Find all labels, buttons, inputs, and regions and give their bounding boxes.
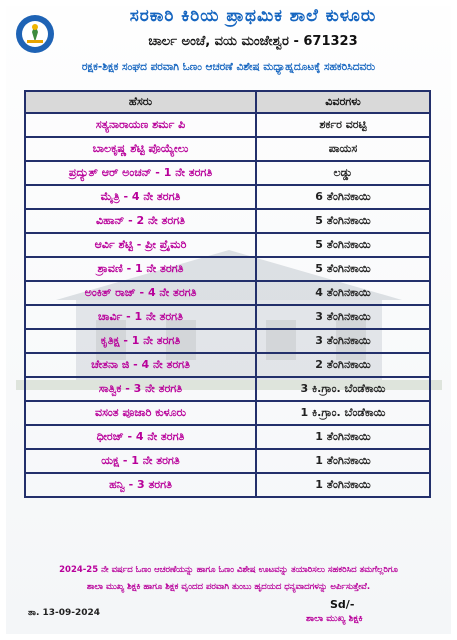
thank-you-note — [8, 562, 449, 596]
table-row — [25, 137, 430, 161]
contribution-detail: 1 ತೆಂಗಿನಕಾಯಿ — [256, 473, 430, 497]
table-row — [25, 425, 430, 449]
contributor-name: ವಸಂತ ಪೂಜಾರಿ ಕುಳೂರು — [25, 401, 256, 425]
contributor-name: ಯಕ್ಷ - 1 ನೇ ತರಗತಿ — [25, 449, 256, 473]
table-row — [25, 233, 430, 257]
table-row — [25, 281, 430, 305]
contribution-detail: 4 ತೆಂಗಿನಕಾಯಿ — [256, 281, 430, 305]
contribution-detail: 5 ತೆಂಗಿನಕಾಯಿ — [256, 233, 430, 257]
school-address: ಚಾರ್ಲ ಅಂಚೆ, ವಯ ಮಂಜೇಶ್ವರ - 671323 — [148, 34, 358, 49]
contributor-name: ಹನ್ವಿ - 3 ತರಗತಿ — [25, 473, 256, 497]
school-name: ಸರಕಾರಿ ಕಿರಿಯ ಪ್ರಾಥಮಿಕ ಶಾಲೆ ಕುಳೂರು — [129, 6, 377, 26]
table-row — [25, 329, 430, 353]
school-emblem-icon — [15, 14, 55, 54]
column-header-name: ಹೆಸರು — [25, 91, 256, 113]
contributor-name: ಶ್ರಾವಣಿ - 1 ನೇ ತರಗತಿ — [25, 257, 256, 281]
contribution-detail: 5 ತೆಂಗಿನಕಾಯಿ — [256, 257, 430, 281]
thank-you-line: 2024-25 ನೇ ವರ್ಷದ ಓಣಂ ಆಚರಣೆಯನ್ನು ಹಾಗೂ ಓಣಂ ವಿಶೇಷ ಊಟವನ್ನು ತಯಾರಿಸಲು ಸಹಕರಿಸಿದ ತಮಗೆಲ್ಲರಿಗೂ — [59, 565, 398, 575]
contribution-detail: 3 ತೆಂಗಿನಕಾಯಿ — [256, 305, 430, 329]
contribution-detail: 1 ಕಿ.ಗ್ರಾಂ. ಬೆಂಡೆಕಾಯಿ — [256, 401, 430, 425]
table-row — [25, 161, 430, 185]
contribution-detail: ಲಡ್ಡು — [256, 161, 430, 185]
signatory-title: ಶಾಲಾ ಮುಖ್ಯ ಶಿಕ್ಷಕಿ — [306, 614, 363, 624]
thank-you-line: ಶಾಲಾ ಮುಖ್ಯ ಶಿಕ್ಷಕಿ ಹಾಗೂ ಶಿಕ್ಷಕ ವೃಂದದ ಪರವಾಗಿ ತುಂಬು ಹೃದಯದ ಧನ್ಯವಾದಗಳನ್ನು ಅರ್ಪಿಸುತ್ತೇವೆ. — [86, 582, 371, 592]
table-row — [25, 209, 430, 233]
contribution-detail: 5 ತೆಂಗಿನಕಾಯಿ — [256, 209, 430, 233]
document-date: ತಾ. 13-09-2024 — [28, 608, 101, 618]
contribution-detail: 1 ತೆಂಗಿನಕಾಯಿ — [256, 449, 430, 473]
table-row — [25, 305, 430, 329]
contribution-detail: 2 ತೆಂಗಿನಕಾಯಿ — [256, 353, 430, 377]
contribution-detail: ಶರ್ಕರ ವರಟ್ಟಿ — [256, 113, 430, 137]
table-row — [25, 401, 430, 425]
table-row — [25, 257, 430, 281]
contributors-table — [24, 90, 431, 498]
contribution-detail: 3 ಕಿ.ಗ್ರಾಂ. ಬೆಂಡೆಕಾಯಿ — [256, 377, 430, 401]
contributor-name: ಕೃತಿಕ್ಷ - 1 ನೇ ತರಗತಿ — [25, 329, 256, 353]
table-row — [25, 449, 430, 473]
contributor-name: ಸಾತ್ವಿಕ - 3 ನೇ ತರಗತಿ — [25, 377, 256, 401]
contributor-name: ಆರ್ವಿ ಶೆಟ್ಟಿ - ಪ್ರೀ ಪ್ರೈಮರಿ — [25, 233, 256, 257]
column-header-details: ವಿವರಗಳು — [256, 91, 430, 113]
table-row — [25, 473, 430, 497]
contribution-detail: 1 ತೆಂಗಿನಕಾಯಿ — [256, 425, 430, 449]
contributor-name: ಬಾಲಕೃಷ್ಣ ಶೆಟ್ಟಿ ಪೊಯ್ಯೇಲು — [25, 137, 256, 161]
contribution-detail: 3 ತೆಂಗಿನಕಾಯಿ — [256, 329, 430, 353]
contributor-name: ಅಂಕಿತ್ ರಾಜ್ - 4 ನೇ ತರಗತಿ — [25, 281, 256, 305]
contributor-name: ಮೈತ್ರಿ - 4 ನೇ ತರಗತಿ — [25, 185, 256, 209]
contributor-name: ವಿಹಾನ್ - 2 ನೇ ತರಗತಿ — [25, 209, 256, 233]
contributor-name: ಪ್ರದ್ಯುತ್ ಆರ್ ಅಂಚನ್ - 1 ನೇ ತರಗತಿ — [25, 161, 256, 185]
table-row — [25, 185, 430, 209]
contributor-name: ಚಾರ್ವಿ - 1 ನೇ ತರಗತಿ — [25, 305, 256, 329]
contributor-name: ಚೇತನಾ ಜಿ - 4 ನೇ ತರಗತಿ — [25, 353, 256, 377]
contributor-name: ಸತ್ಯನಾರಾಯಣ ಶರ್ಮ ಪಿ — [25, 113, 256, 137]
contribution-detail: 6 ತೆಂಗಿನಕಾಯಿ — [256, 185, 430, 209]
table-row — [25, 377, 430, 401]
table-header-row — [25, 91, 430, 113]
signed-mark: Sd/- — [330, 598, 355, 611]
contribution-detail: ಪಾಯಸ — [256, 137, 430, 161]
document-subtitle: ರಕ್ಷಕ-ಶಿಕ್ಷಕ ಸಂಘದ ಪರವಾಗಿ ಓಣಂ ಆಚರಣೆ ವಿಶೇಷ ಮಧ್ಯಾಹ್ನದೂಟಕ್ಕೆ ಸಹಕರಿಸಿದವರು — [81, 61, 376, 73]
table-row — [25, 113, 430, 137]
table-row — [25, 353, 430, 377]
contributor-name: ಧೀರಜ್ - 4 ನೇ ತರಗತಿ — [25, 425, 256, 449]
